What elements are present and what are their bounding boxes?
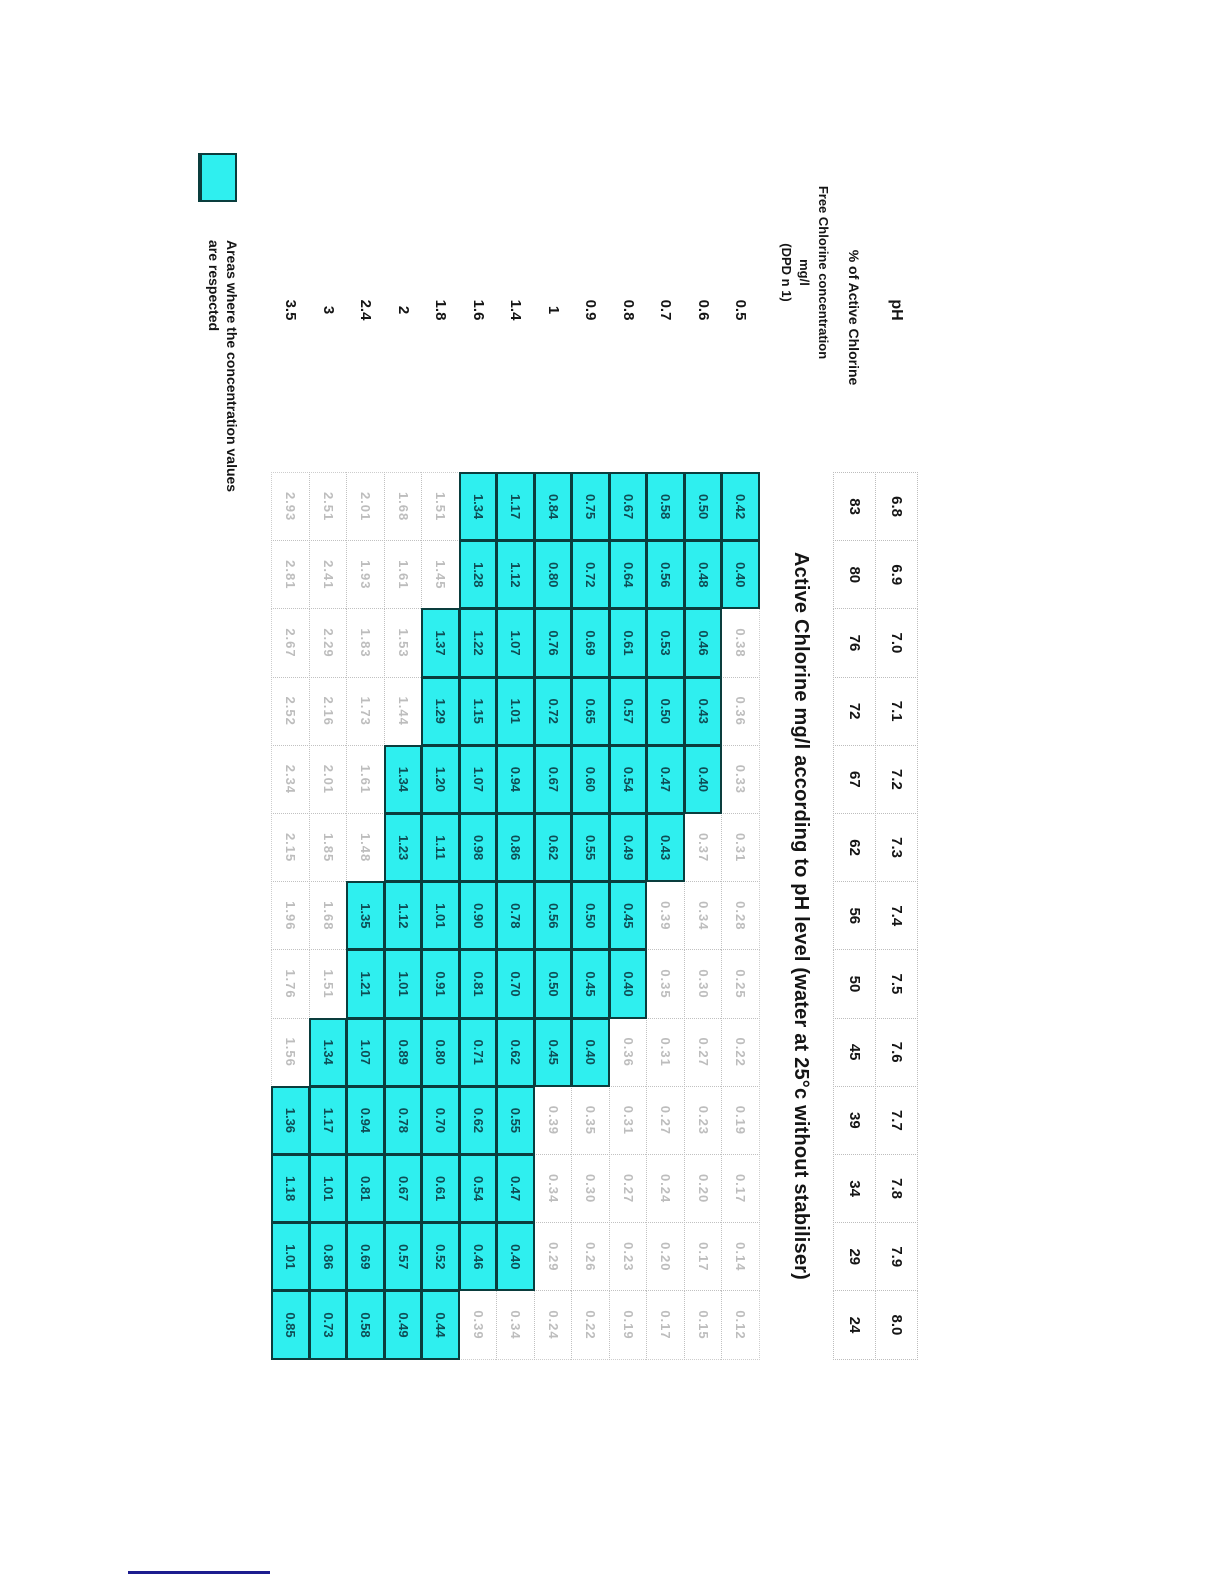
table-cell-respected: 0.65 [572,677,611,746]
table-cell-respected: 0.50 [534,949,573,1018]
percent-value-cell: 50 [833,949,876,1018]
table-cell-respected: 0.57 [609,677,648,746]
percent-value-cell: 67 [833,745,876,814]
table-cell: 0.39 [534,1086,573,1155]
free-chlorine-header-line1: Free Chlorine concentration mg/l [797,185,832,360]
table-cell-respected: 0.60 [572,745,611,814]
table-cell-respected: 0.67 [534,745,573,814]
ph-value-cell: 8.0 [875,1290,918,1359]
table-cell: 2.01 [309,745,348,814]
table-cell-respected: 1.01 [272,1222,311,1291]
row-label: 1 [544,305,562,315]
table-cell-respected: 1.36 [272,1086,311,1155]
table-cell: 0.20 [684,1154,723,1223]
percent-value-cell: 34 [833,1154,876,1223]
ph-header-label: pH [888,299,906,321]
table-cell-respected: 0.67 [609,472,648,541]
percent-value-cell: 29 [833,1222,876,1291]
table-cell-respected: 0.46 [684,608,723,677]
table-cell-respected: 0.53 [647,608,686,677]
row-label: 0.5 [732,299,750,321]
table-cell: 0.36 [609,1018,648,1087]
table-cell-respected: 0.94 [497,745,536,814]
table-cell-respected: 1.37 [422,608,461,677]
ph-value-cell: 7.5 [875,949,918,1018]
ph-value-cell: 7.4 [875,881,918,950]
table-cell-respected: 0.47 [647,745,686,814]
table-cell-respected: 0.80 [422,1018,461,1087]
table-cell: 0.15 [684,1290,723,1359]
table-cell: 0.35 [647,949,686,1018]
table-cell-respected: 0.45 [609,881,648,950]
table-cell-respected: 0.42 [722,472,761,541]
percent-value-cell: 76 [833,608,876,677]
table-cell: 0.22 [572,1290,611,1359]
legend-text-line1: Areas where the concentration values [224,240,240,493]
row-label: 0.7 [657,299,675,321]
table-cell-respected: 0.54 [609,745,648,814]
table-cell: 0.28 [722,881,761,950]
table-cell: 1.73 [347,677,386,746]
table-cell: 0.34 [684,881,723,950]
table-cell-respected: 1.34 [459,472,498,541]
table-cell: 0.31 [647,1018,686,1087]
table-cell-respected: 1.07 [497,608,536,677]
table-cell-respected: 1.17 [497,472,536,541]
table-cell: 2.67 [272,608,311,677]
table-cell: 1.76 [272,949,311,1018]
table-cell-respected: 0.40 [609,949,648,1018]
table-cell-respected: 1.01 [384,949,423,1018]
table-cell-respected: 0.52 [422,1222,461,1291]
ph-value-cell: 7.8 [875,1154,918,1223]
table-cell: 1.85 [309,813,348,882]
row-label: 1.8 [432,299,450,321]
table-cell-respected: 1.21 [347,949,386,1018]
table-cell-respected: 0.56 [534,881,573,950]
table-cell: 0.39 [459,1290,498,1359]
table-cell: 0.33 [722,745,761,814]
table-cell-respected: 0.84 [534,472,573,541]
table-cell: 1.48 [347,813,386,882]
row-label: 2.4 [357,299,375,321]
table-cell-respected: 0.43 [684,677,723,746]
ph-value-cell: 7.7 [875,1086,918,1155]
table-cell: 0.23 [609,1222,648,1291]
table-cell-respected: 1.07 [347,1018,386,1087]
percent-value-cell: 72 [833,677,876,746]
table-cell: 1.68 [384,472,423,541]
ph-value-cell: 7.6 [875,1018,918,1087]
table-cell: 0.31 [609,1086,648,1155]
table-cell-respected: 0.58 [647,472,686,541]
table-cell: 0.37 [684,813,723,882]
table-cell-respected: 0.54 [459,1154,498,1223]
table-cell: 2.52 [272,677,311,746]
table-cell-respected: 1.01 [422,881,461,950]
table-cell-respected: 0.47 [497,1154,536,1223]
table-cell-respected: 1.01 [309,1154,348,1223]
footer-line [128,1571,270,1574]
table-cell-respected: 0.49 [384,1290,423,1359]
table-cell-respected: 0.61 [422,1154,461,1223]
table-cell: 0.30 [684,949,723,1018]
table-cell-respected: 1.23 [384,813,423,882]
table-cell: 0.34 [534,1154,573,1223]
table-cell-respected: 1.12 [384,881,423,950]
table-cell: 1.44 [384,677,423,746]
table-cell-respected: 0.44 [422,1290,461,1359]
table-cell: 1.68 [309,881,348,950]
table-cell-respected: 0.91 [422,949,461,1018]
table-cell-respected: 1.20 [422,745,461,814]
table-cell-respected: 0.49 [609,813,648,882]
table-cell: 0.25 [722,949,761,1018]
table-cell: 0.24 [534,1290,573,1359]
table-cell: 0.14 [722,1222,761,1291]
table-cell: 0.22 [722,1018,761,1087]
table-cell: 0.20 [647,1222,686,1291]
table-cell-respected: 0.50 [572,881,611,950]
table-cell-respected: 0.40 [722,540,761,609]
table-cell: 1.61 [347,745,386,814]
table-cell: 0.30 [572,1154,611,1223]
table-cell: 0.19 [722,1086,761,1155]
table-cell: 0.29 [534,1222,573,1291]
table-cell-respected: 0.86 [497,813,536,882]
table-cell: 1.51 [309,949,348,1018]
table-cell: 0.27 [684,1018,723,1087]
table-cell-respected: 0.50 [647,677,686,746]
table-cell: 0.26 [572,1222,611,1291]
table-cell-respected: 0.40 [572,1018,611,1087]
table-cell-respected: 0.45 [572,949,611,1018]
table-cell-respected: 0.67 [384,1154,423,1223]
percent-value-cell: 39 [833,1086,876,1155]
table-cell-respected: 0.85 [272,1290,311,1359]
table-cell-respected: 1.29 [422,677,461,746]
table-cell-respected: 0.40 [684,745,723,814]
table-cell: 0.31 [722,813,761,882]
table-cell-respected: 0.73 [309,1290,348,1359]
table-cell-respected: 0.75 [572,472,611,541]
row-label: 1.4 [507,299,525,321]
table-cell-respected: 0.43 [647,813,686,882]
table-cell: 0.39 [647,881,686,950]
table-cell-respected: 0.98 [459,813,498,882]
table-cell-respected: 0.81 [347,1154,386,1223]
table-cell: 1.45 [422,540,461,609]
table-cell-respected: 1.01 [497,677,536,746]
table-cell: 0.17 [722,1154,761,1223]
table-cell-respected: 0.61 [609,608,648,677]
legend-swatch [198,153,237,202]
table-cell-respected: 1.15 [459,677,498,746]
ph-value-cell: 7.2 [875,745,918,814]
table-cell: 1.53 [384,608,423,677]
ph-value-cell: 6.9 [875,540,918,609]
table-cell: 0.27 [647,1086,686,1155]
table-cell-respected: 0.62 [534,813,573,882]
table-cell-respected: 0.76 [534,608,573,677]
table-cell-respected: 0.46 [459,1222,498,1291]
table-cell-respected: 1.12 [497,540,536,609]
table-cell-respected: 1.11 [422,813,461,882]
table-cell-respected: 0.90 [459,881,498,950]
percent-value-cell: 45 [833,1018,876,1087]
row-label: 2 [394,305,412,315]
table-cell-respected: 0.69 [347,1222,386,1291]
table-cell-respected: 0.70 [497,949,536,1018]
table-cell: 2.01 [347,472,386,541]
percent-header-label: % of Active Chlorine [846,249,863,386]
table-cell: 1.96 [272,881,311,950]
table-cell-respected: 0.72 [572,540,611,609]
table-cell-respected: 0.45 [534,1018,573,1087]
table-cell-respected: 0.69 [572,608,611,677]
row-label: 3 [319,305,337,315]
free-chlorine-header-line2: (DPD n 1) [778,243,794,302]
percent-value-cell: 56 [833,881,876,950]
table-cell: 2.15 [272,813,311,882]
table-cell-respected: 0.89 [384,1018,423,1087]
table-cell: 2.81 [272,540,311,609]
table-cell: 0.19 [609,1290,648,1359]
table-cell: 2.16 [309,677,348,746]
table-cell-respected: 0.71 [459,1018,498,1087]
table-cell: 0.38 [722,608,761,677]
free-chlorine-header [772,180,836,365]
table-cell: 2.51 [309,472,348,541]
ph-value-cell: 7.1 [875,677,918,746]
table-cell-respected: 0.48 [684,540,723,609]
table-cell-respected: 1.28 [459,540,498,609]
table-cell-respected: 0.94 [347,1086,386,1155]
table-cell: 0.36 [722,677,761,746]
table-cell-respected: 1.35 [347,881,386,950]
table-cell: 1.61 [384,540,423,609]
table-cell-respected: 1.34 [309,1018,348,1087]
table-cell: 2.41 [309,540,348,609]
table-cell-respected: 0.80 [534,540,573,609]
table-cell: 0.17 [647,1290,686,1359]
table-cell: 0.27 [609,1154,648,1223]
ph-value-cell: 7.9 [875,1222,918,1291]
table-cell: 0.35 [572,1086,611,1155]
table-cell: 0.12 [722,1290,761,1359]
table-cell-respected: 0.78 [497,881,536,950]
percent-value-cell: 80 [833,540,876,609]
ph-value-cell: 6.8 [875,472,918,541]
table-cell-respected: 0.86 [309,1222,348,1291]
table-cell-respected: 0.58 [347,1290,386,1359]
table-cell-respected: 0.50 [684,472,723,541]
percent-value-cell: 24 [833,1290,876,1359]
percent-value-cell: 83 [833,472,876,541]
table-cell: 0.23 [684,1086,723,1155]
row-label: 0.6 [694,299,712,321]
table-cell: 1.51 [422,472,461,541]
table-cell-respected: 1.34 [384,745,423,814]
table-cell-respected: 0.57 [384,1222,423,1291]
row-label: 1.6 [469,299,487,321]
table-cell: 1.56 [272,1018,311,1087]
ph-value-cell: 7.3 [875,813,918,882]
table-cell: 2.29 [309,608,348,677]
legend-text-line2: are respected [206,240,222,332]
table-cell: 0.34 [497,1290,536,1359]
table-cell: 1.83 [347,608,386,677]
table-cell: 2.93 [272,472,311,541]
row-label: 0.8 [619,299,637,321]
table-cell: 1.93 [347,540,386,609]
ph-value-cell: 7.0 [875,608,918,677]
row-label: 3.5 [282,299,300,321]
table-cell-respected: 0.70 [422,1086,461,1155]
table-cell: 0.24 [647,1154,686,1223]
percent-value-cell: 62 [833,813,876,882]
table-cell-respected: 0.81 [459,949,498,1018]
table-cell-respected: 0.56 [647,540,686,609]
table-cell-respected: 0.55 [497,1086,536,1155]
table-cell-respected: 0.40 [497,1222,536,1291]
table-cell-respected: 0.78 [384,1086,423,1155]
table-cell-respected: 1.17 [309,1086,348,1155]
table-cell-respected: 0.62 [497,1018,536,1087]
table-cell-respected: 0.64 [609,540,648,609]
table-cell: 0.17 [684,1222,723,1291]
table-title: Active Chlorine mg/l according to pH level (water at 25°c without stabiliser) [790,552,813,1280]
table-cell-respected: 1.07 [459,745,498,814]
table-cell-respected: 1.18 [272,1154,311,1223]
row-label: 0.9 [582,299,600,321]
table-cell-respected: 0.72 [534,677,573,746]
table-cell: 2.34 [272,745,311,814]
table-cell-respected: 0.55 [572,813,611,882]
table-cell-respected: 0.62 [459,1086,498,1155]
table-cell-respected: 1.22 [459,608,498,677]
